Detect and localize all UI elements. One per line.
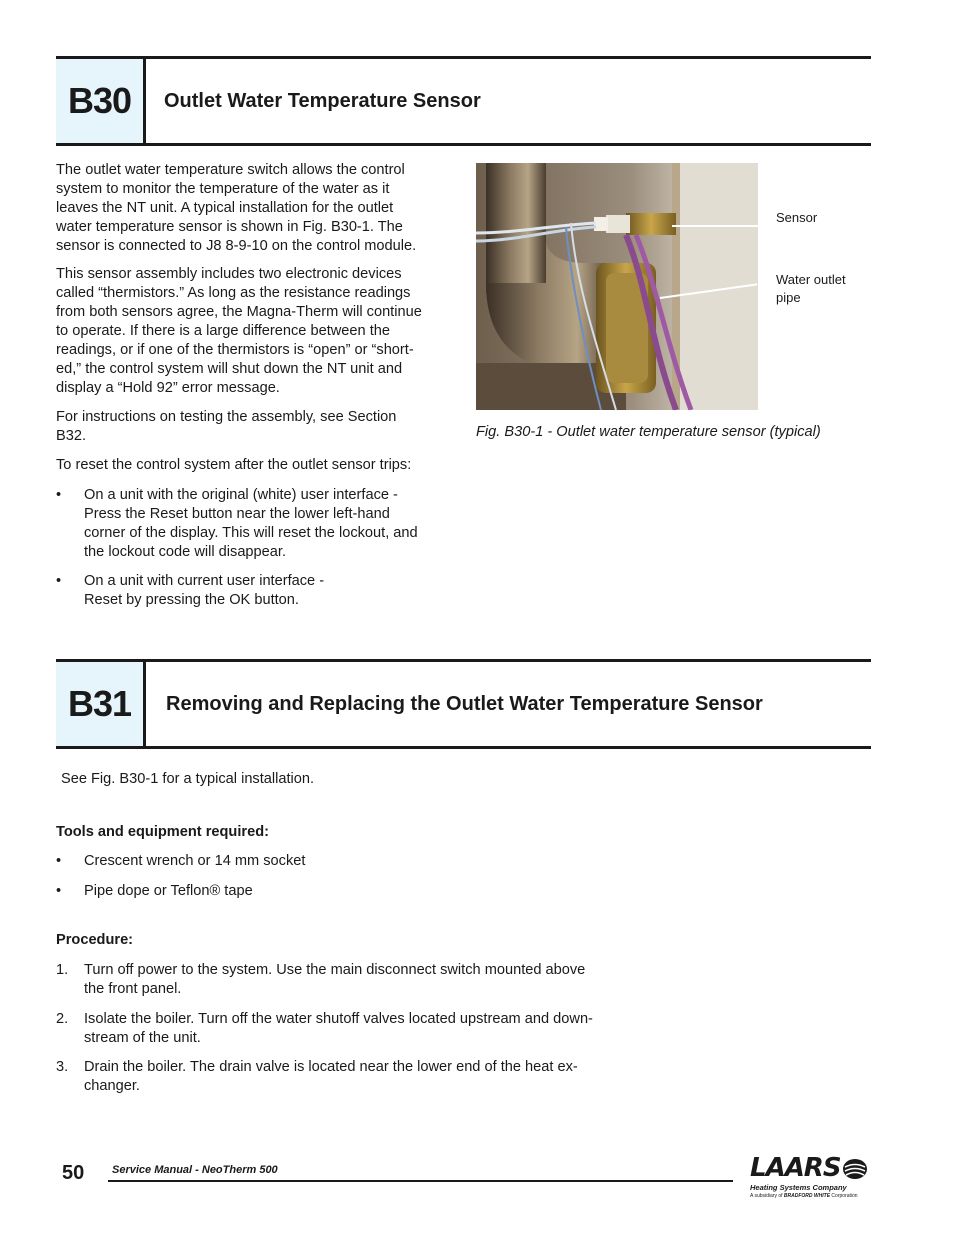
logo-parent: A subsidiary of BRADFORD WHITE Corporation — [750, 1193, 858, 1199]
sensor-photo-illustration — [476, 163, 758, 410]
sensor-photo — [476, 163, 758, 410]
laars-logo — [748, 1155, 870, 1201]
list-item: • On a unit with the original (white) user interface - Press the Reset button near the lower left-hand corner of the display. This will reset the lockout, and the lockout code will disappear. — [56, 487, 418, 560]
paragraph: For instructions on testing the assembly, see Section B32. — [56, 409, 397, 444]
section-title: Outlet Water Temperature Sensor — [164, 89, 481, 112]
procedure-step: 2. Isolate the boiler. Turn off the water shutoff valves located upstream and down- stream of the unit. — [56, 1011, 593, 1046]
logo-swirl-icon — [842, 1158, 868, 1180]
intro-text: See Fig. B30-1 for a typical installation. — [61, 771, 315, 787]
paragraph: To reset the control system after the outlet sensor trips: — [56, 457, 412, 473]
section-b31-header — [56, 659, 871, 749]
sensor-callout-line — [672, 225, 758, 227]
page-number: 50 — [62, 1162, 85, 1184]
section-code: B31 — [56, 662, 146, 746]
procedure-step: 3. Drain the boiler. The drain valve is located near the lower end of the heat ex- changer. — [56, 1059, 578, 1094]
paragraph: This sensor assembly includes two electronic devices called “thermistors.” As long as the resistance readings from both sensors agree, the Magna-Therm will continue to operate. If there is a large difference between the readings, or if one of the thermistors is “open” or “short- ed,” the control system will shut down the NT unit and display a “Hold 92” error message. — [56, 266, 422, 396]
section-b30-header — [56, 56, 871, 146]
section-title: Removing and Replacing the Outlet Water Temperature Sensor — [166, 692, 763, 715]
figure-caption: Fig. B30-1 - Outlet water temperature sensor (typical) — [476, 424, 821, 440]
logo-word: LAARS — [750, 1153, 841, 1183]
list-item: • Pipe dope or Teflon® tape — [56, 883, 253, 899]
sensor-label: Sensor — [776, 210, 818, 225]
procedure-step: 1. Turn off power to the system. Use the main disconnect switch mounted above the front panel. — [56, 962, 586, 997]
pipe-label: Water outlet pipe — [776, 272, 846, 305]
paragraph: The outlet water temperature switch allows the control system to monitor the temperature of the water as it leaves the NT unit. A typical installation for the outlet water temperature sensor is shown in Fig. B30-1. The sensor is connected to J8 8-9-10 on the control module. — [56, 162, 417, 254]
footer-rule — [108, 1180, 733, 1182]
list-item: • Crescent wrench or 14 mm socket — [56, 853, 306, 869]
section-code: B30 — [56, 59, 146, 143]
tools-heading: Tools and equipment required: — [56, 824, 269, 840]
list-item: • On a unit with current user interface - Reset by pressing the OK button. — [56, 573, 325, 608]
manual-title: Service Manual - NeoTherm 500 — [112, 1164, 278, 1176]
logo-subtitle: Heating Systems Company — [750, 1183, 847, 1192]
procedure-heading: Procedure: — [56, 932, 134, 948]
